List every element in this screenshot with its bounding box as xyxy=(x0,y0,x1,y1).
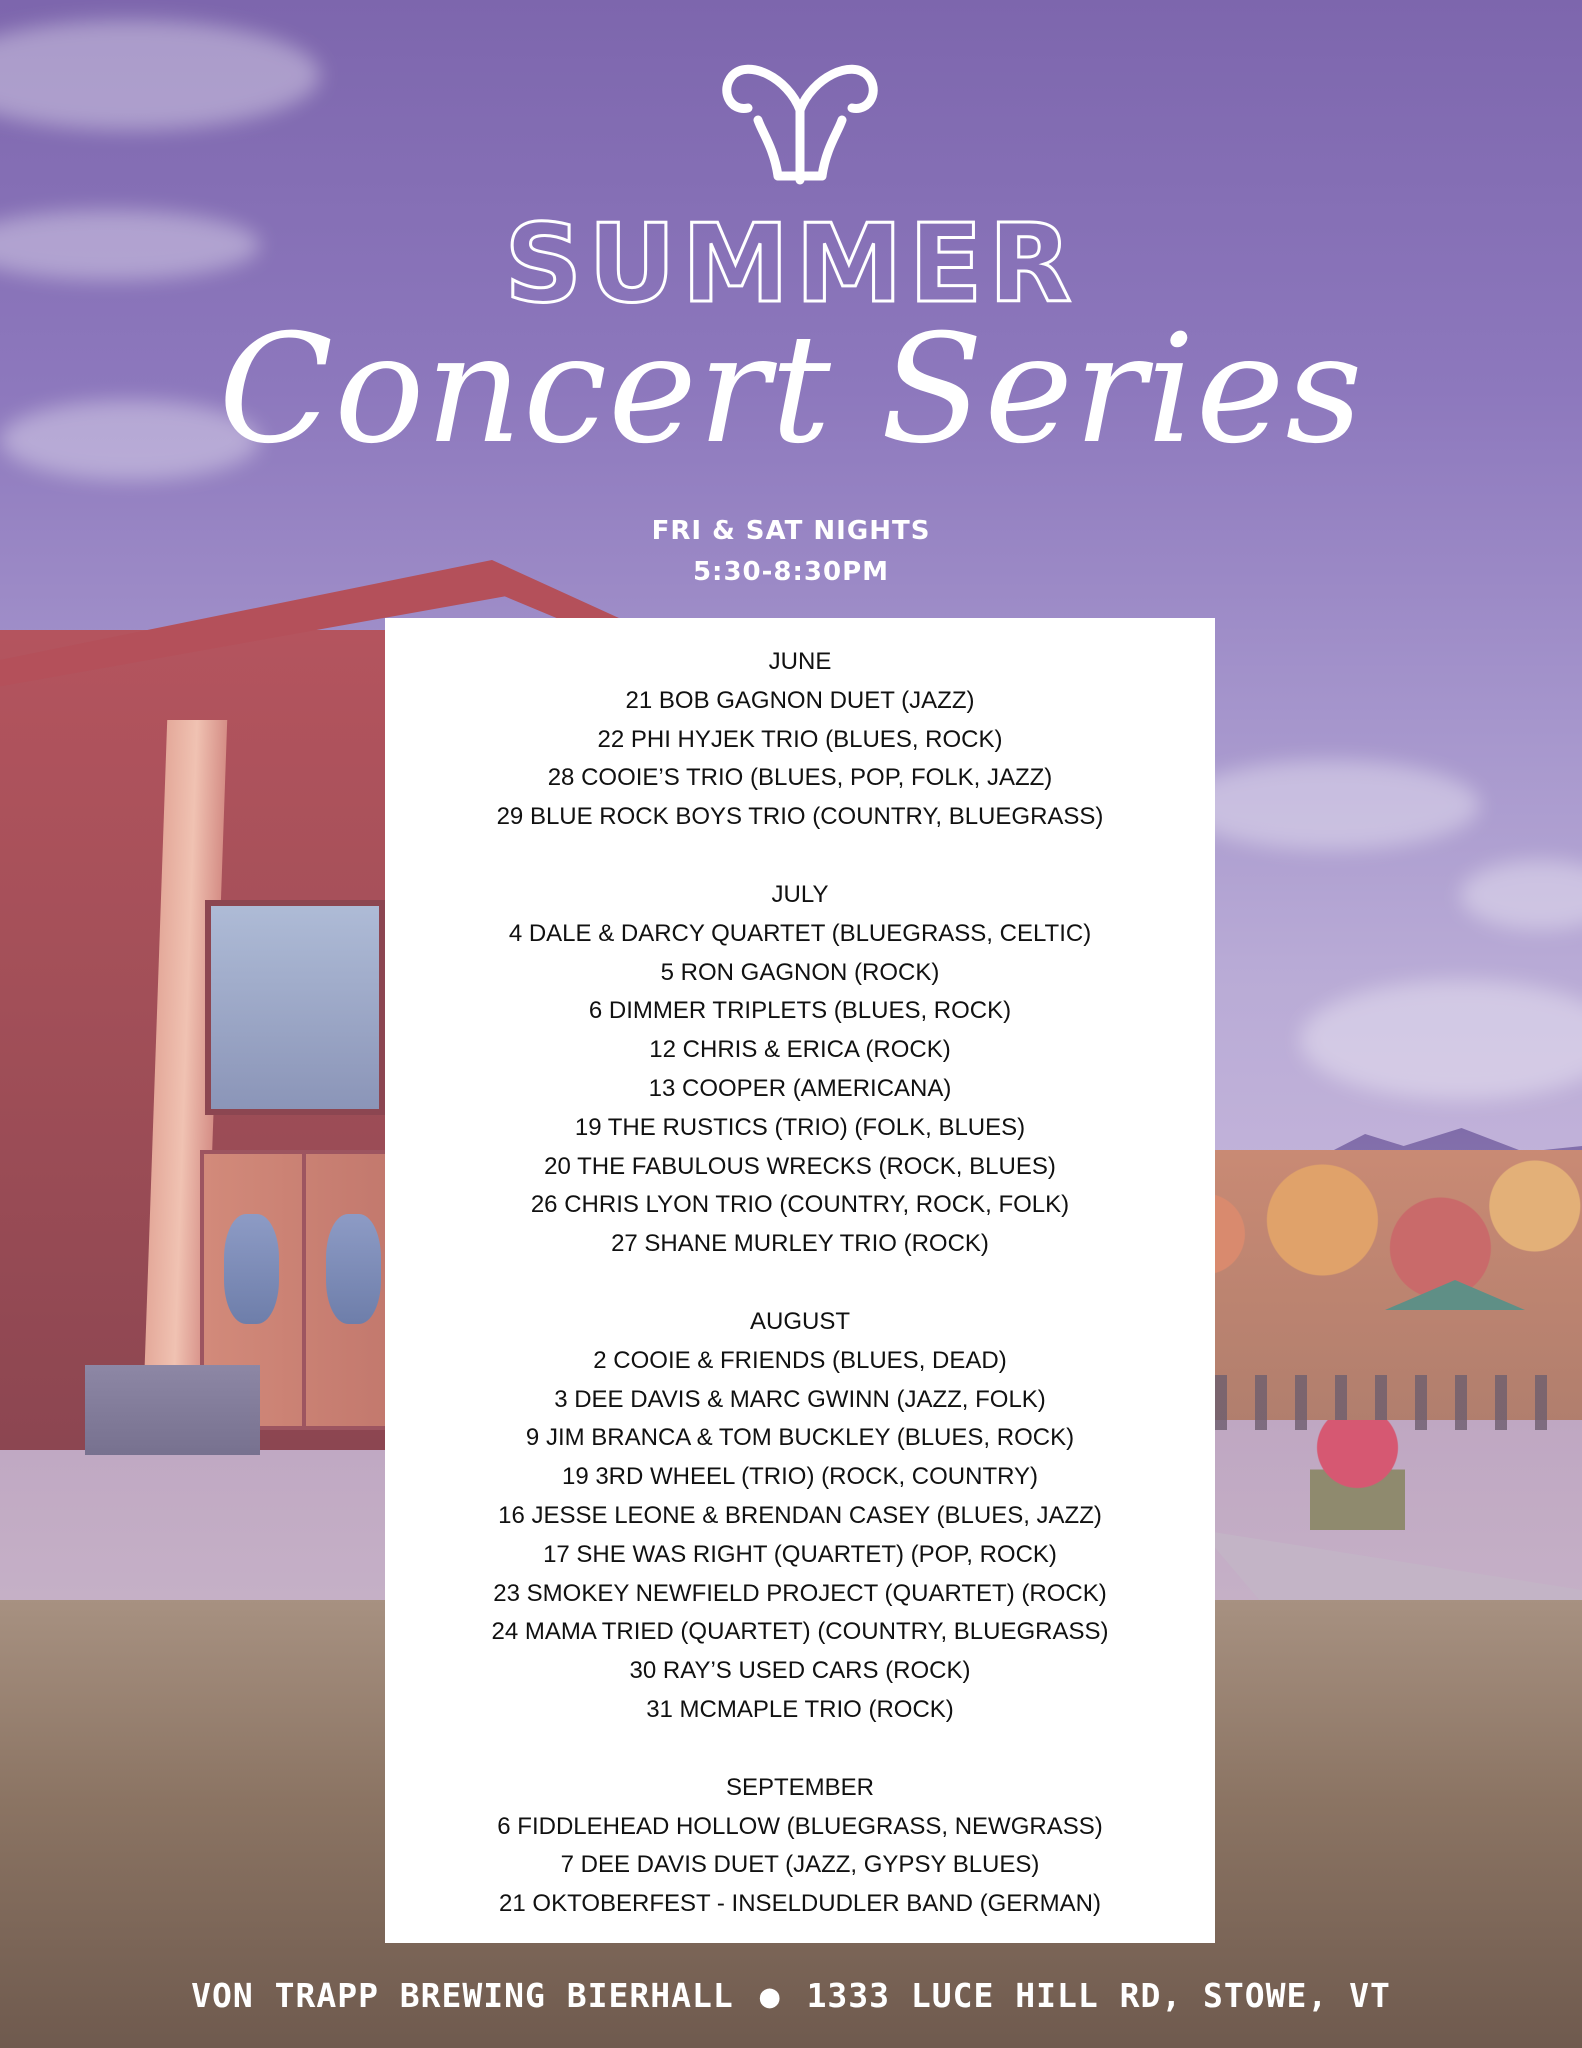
month-heading: JULY xyxy=(771,880,829,908)
event-item: 21 OKTOBERFEST - INSELDUDLER BAND (GERMAN) xyxy=(499,1890,1101,1918)
month-section-august xyxy=(385,1303,1215,1730)
event-item: 13 COOPER (AMERICANA) xyxy=(648,1074,952,1102)
event-item: 6 FIDDLEHEAD HOLLOW (BLUEGRASS, NEWGRASS) xyxy=(497,1812,1103,1840)
event-item: 20 THE FABULOUS WRECKS (ROCK, BLUES) xyxy=(544,1152,1056,1180)
event-item: 23 SMOKEY NEWFIELD PROJECT (QUARTET) (ROCK) xyxy=(493,1579,1107,1607)
ram-horns-logo-icon xyxy=(718,48,882,188)
event-item: 29 BLUE ROCK BOYS TRIO (COUNTRY, BLUEGRASS) xyxy=(496,803,1104,831)
event-item: 7 DEE DAVIS DUET (JAZZ, GYPSY BLUES) xyxy=(560,1851,1040,1879)
event-item: 9 JIM BRANCA & TOM BUCKLEY (BLUES, ROCK) xyxy=(525,1424,1075,1452)
event-item: 26 CHRIS LYON TRIO (COUNTRY, ROCK, FOLK) xyxy=(530,1191,1070,1219)
event-item: 2 COOIE & FRIENDS (BLUES, DEAD) xyxy=(593,1346,1007,1374)
event-item: 22 PHI HYJEK TRIO (BLUES, ROCK) xyxy=(597,725,1003,753)
bullet-separator: ● xyxy=(759,1976,781,2015)
event-item: 16 JESSE LEONE & BRENDAN CASEY (BLUES, JAZZ) xyxy=(498,1501,1102,1529)
schedule-time: 5:30-8:30PM xyxy=(692,557,890,587)
month-heading: JUNE xyxy=(768,648,832,675)
event-item: 19 3RD WHEEL (TRIO) (ROCK, COUNTRY) xyxy=(561,1463,1039,1491)
event-item: 27 SHANE MURLEY TRIO (ROCK) xyxy=(611,1230,989,1258)
event-item: 19 THE RUSTICS (TRIO) (FOLK, BLUES) xyxy=(574,1113,1026,1141)
schedule-days: FRI & SAT NIGHTS xyxy=(651,516,931,546)
concert-series-title: Concert Series xyxy=(218,303,1364,477)
summer-headline: SUMMER xyxy=(504,202,1078,327)
venue-address: 1333 LUCE HILL RD, STOWE, VT xyxy=(806,1976,1391,2015)
month-heading: SEPTEMBER xyxy=(725,1773,875,1801)
event-item: 6 DIMMER TRIPLETS (BLUES, ROCK) xyxy=(588,997,1012,1025)
door-window xyxy=(224,1214,279,1324)
event-item: 24 MAMA TRIED (QUARTET) (COUNTRY, BLUEGRASS) xyxy=(491,1618,1109,1646)
event-item: 28 COOIE’S TRIO (BLUES, POP, FOLK, JAZZ) xyxy=(547,764,1053,792)
building-window xyxy=(205,900,385,1115)
flower-planter xyxy=(1310,1420,1405,1530)
venue-footer xyxy=(0,1976,1582,2015)
event-item: 17 SHE WAS RIGHT (QUARTET) (POP, ROCK) xyxy=(543,1540,1057,1568)
event-item: 4 DALE & DARCY QUARTET (BLUEGRASS, CELTIC) xyxy=(508,919,1092,947)
month-section-june xyxy=(385,643,1215,837)
event-item: 21 BOB GAGNON DUET (JAZZ) xyxy=(625,686,975,714)
month-section-july xyxy=(385,876,1215,1264)
event-item: 30 RAY’S USED CARS (ROCK) xyxy=(629,1657,971,1685)
door-divider xyxy=(302,1154,306,1426)
stone-planter xyxy=(85,1365,260,1455)
door-window xyxy=(326,1214,381,1324)
month-heading: AUGUST xyxy=(749,1307,850,1335)
schedule-card xyxy=(385,618,1215,1943)
event-item: 12 CHRIS & ERICA (ROCK) xyxy=(649,1036,951,1064)
venue-name: VON TRAPP BREWING BIERHALL xyxy=(191,1976,734,2015)
month-section-september xyxy=(385,1769,1215,1924)
cloud xyxy=(1180,760,1480,850)
event-item: 31 MCMAPLE TRIO (ROCK) xyxy=(646,1695,954,1723)
event-item: 5 RON GAGNON (ROCK) xyxy=(660,958,940,986)
event-item: 3 DEE DAVIS & MARC GWINN (JAZZ, FOLK) xyxy=(554,1385,1046,1413)
